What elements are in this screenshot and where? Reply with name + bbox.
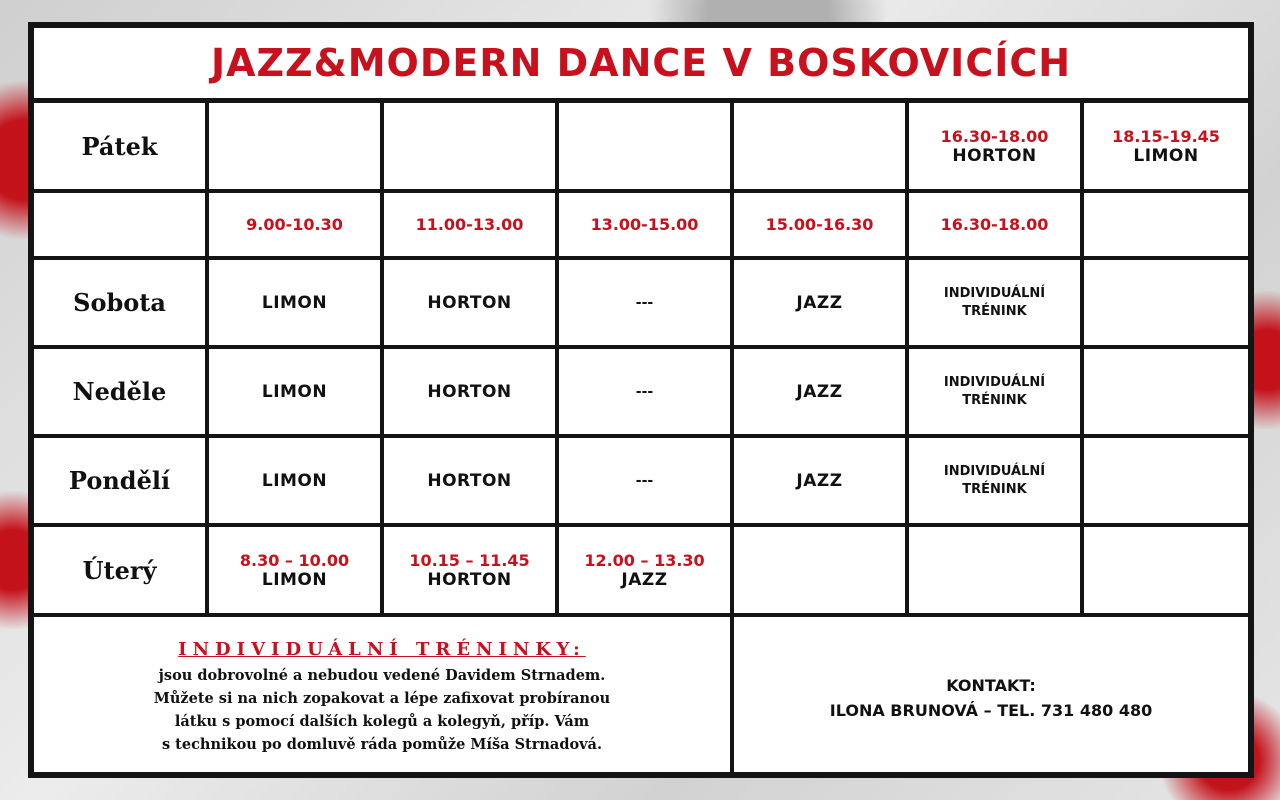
slot-cell [559, 349, 734, 438]
note-heading: INDIVIDUÁLNÍ TRÉNINKY: [178, 639, 586, 660]
time-header [909, 193, 1084, 260]
schedule-row-sobota [34, 260, 1248, 349]
slot-empty-dash: --- [635, 294, 654, 311]
slot-cell [384, 438, 559, 527]
slot-time: 8.30 – 10.00 [239, 550, 350, 570]
slot-cell [909, 527, 1084, 617]
slot-cell [1084, 103, 1248, 193]
slot-cell [209, 103, 384, 193]
slot-cell [734, 260, 909, 349]
schedule-row-patek [34, 103, 1248, 193]
slot-time: 15.00-16.30 [765, 215, 874, 234]
slot-class: HORTON [427, 292, 512, 313]
slot-cell [909, 438, 1084, 527]
slot-cell [209, 438, 384, 527]
slot-empty-dash: --- [635, 383, 654, 400]
slot-cell [209, 527, 384, 617]
slot-time: 18.15-19.45 [1112, 126, 1220, 146]
schedule-row-utery [34, 527, 1248, 617]
slot-cell [1084, 438, 1248, 527]
slot-cell [384, 103, 559, 193]
slot-cell [384, 349, 559, 438]
slot-time: 12.00 – 13.30 [584, 550, 705, 570]
note-line: Můžete si na nich zopakovat a lépe zafixovat probíranou [153, 690, 611, 707]
slot-time: 16.30-18.00 [940, 126, 1049, 146]
slot-class: JAZZ [621, 569, 668, 590]
slot-time: 10.15 – 11.45 [409, 550, 530, 570]
slot-class: LIMON [261, 292, 328, 313]
day-label [34, 193, 209, 260]
slot-cell [559, 438, 734, 527]
individual-training-line: INDIVIDUÁLNÍ [943, 285, 1046, 301]
slot-class: HORTON [427, 381, 512, 402]
individual-training-line: INDIVIDUÁLNÍ [943, 374, 1046, 390]
slot-class: LIMON [261, 569, 328, 590]
slot-cell [734, 103, 909, 193]
individual-training-note [34, 617, 734, 778]
slot-cell [909, 260, 1084, 349]
schedule-row-times [34, 193, 1248, 260]
day-label: Pátek [34, 103, 209, 193]
footer [34, 617, 1248, 778]
slot-cell [734, 349, 909, 438]
slot-cell [1084, 260, 1248, 349]
slot-class: JAZZ [796, 292, 843, 313]
time-header [1084, 193, 1248, 260]
day-label: Pondělí [34, 438, 209, 527]
individual-training-line: TRÉNINK [962, 481, 1027, 497]
time-header [559, 193, 734, 260]
slot-class: LIMON [1133, 145, 1199, 166]
slot-class: HORTON [427, 569, 512, 590]
slot-time: 16.30-18.00 [940, 215, 1049, 234]
slot-cell [209, 349, 384, 438]
contact-label: KONTAKT: [946, 675, 1036, 695]
schedule-row-pondeli [34, 438, 1248, 527]
slot-cell [909, 349, 1084, 438]
slot-time: 9.00-10.30 [246, 215, 343, 234]
day-label: Úterý [34, 527, 209, 617]
slot-cell [559, 260, 734, 349]
slot-cell [384, 260, 559, 349]
time-header [209, 193, 384, 260]
contact-value: ILONA BRUNOVÁ – TEL. 731 480 480 [829, 700, 1153, 720]
slot-cell [1084, 349, 1248, 438]
note-line: jsou dobrovolné a nebudou vedené Davidem Strnadem. [158, 667, 606, 684]
time-header [734, 193, 909, 260]
note-line: s technikou po domluvě ráda pomůže Míša Strnadová. [161, 736, 603, 753]
time-header [384, 193, 559, 260]
slot-class: HORTON [952, 145, 1037, 166]
slot-cell [209, 260, 384, 349]
slot-cell [559, 527, 734, 617]
slot-empty-dash: --- [635, 472, 654, 489]
schedule-frame [28, 22, 1254, 778]
day-label: Sobota [34, 260, 209, 349]
page-title: JAZZ&MODERN DANCE V BOSKOVICÍCH [34, 28, 1248, 103]
slot-cell [734, 438, 909, 527]
individual-training-line: INDIVIDUÁLNÍ [943, 463, 1046, 479]
contact-box [734, 617, 1248, 778]
slot-class: JAZZ [796, 470, 843, 491]
note-line: látku s pomocí dalších kolegů a kolegyň, příp. Vám [174, 713, 590, 730]
day-label: Neděle [34, 349, 209, 438]
slot-class: HORTON [427, 470, 512, 491]
schedule-row-nedele [34, 349, 1248, 438]
slot-cell [734, 527, 909, 617]
slot-cell [1084, 527, 1248, 617]
slot-cell [559, 103, 734, 193]
slot-class: LIMON [261, 470, 328, 491]
slot-class: LIMON [261, 381, 328, 402]
slot-cell [384, 527, 559, 617]
individual-training-line: TRÉNINK [962, 303, 1027, 319]
slot-time: 13.00-15.00 [590, 215, 699, 234]
slot-time: 11.00-13.00 [415, 215, 524, 234]
slot-class: JAZZ [796, 381, 843, 402]
slot-cell [909, 103, 1084, 193]
individual-training-line: TRÉNINK [962, 392, 1027, 408]
